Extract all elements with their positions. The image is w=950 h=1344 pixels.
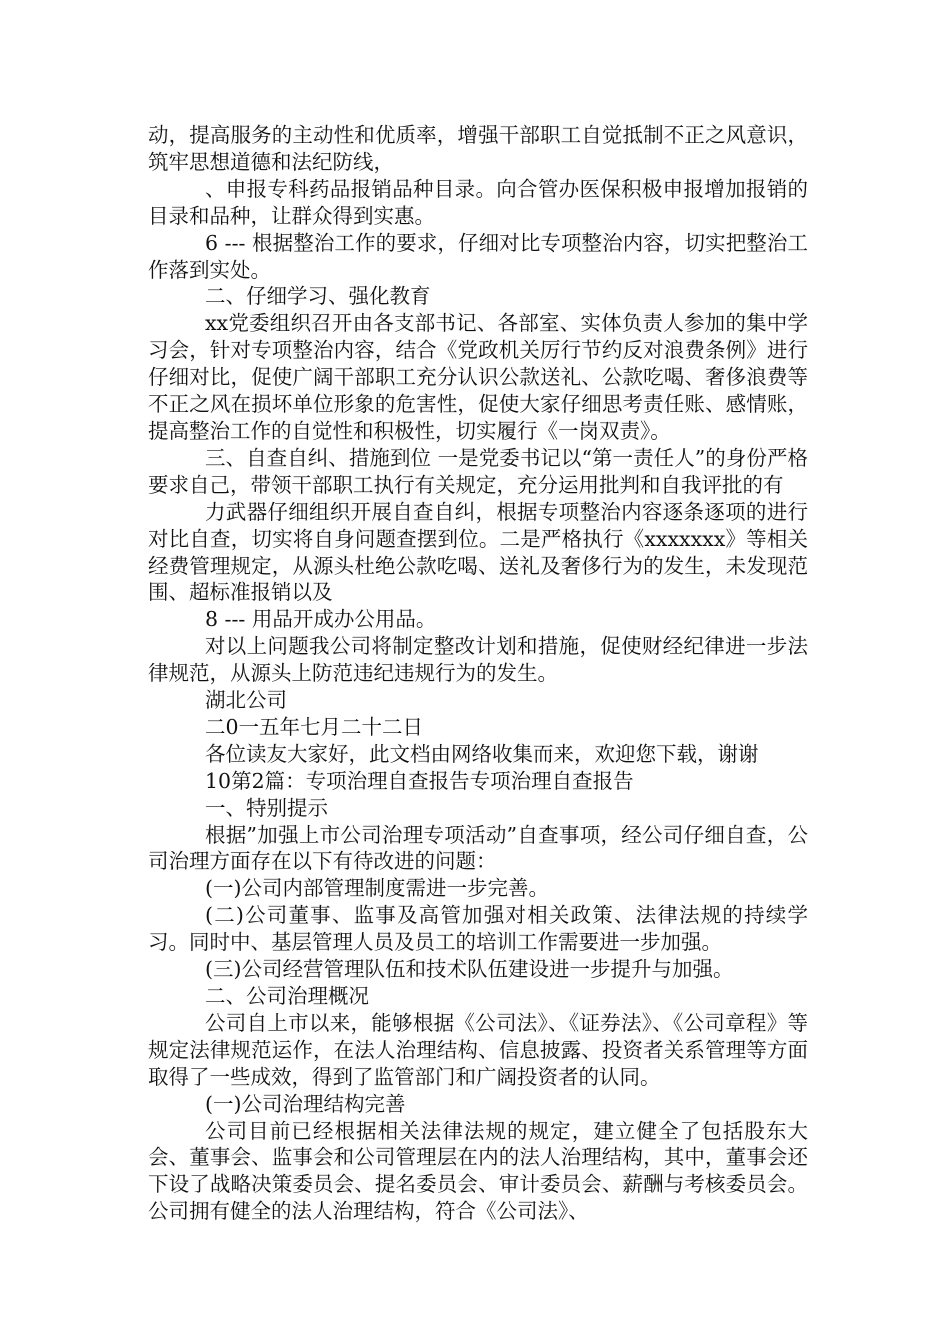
signature-company: 湖北公司: [205, 688, 287, 713]
paragraph: 对以上问题我公司将制定整改计划和措施，促使财经纪律进一步法律规范，从源头上防范违纪违规行为的发生。: [148, 634, 808, 686]
paragraph: 8 --- 用品开成办公用品。: [205, 607, 437, 632]
section-heading: 一、特别提示: [205, 795, 328, 820]
paragraph: 公司目前已经根据相关法律法规的规定，建立健全了包括股东大会、董事会、监事会和公司管理层在内的法人治理结构，其中，董事会还下设了战略决策委员会、提名委员会、审计委员会、薪酬与考核委员会。公司拥有健全的法人治理结构，符合《公司法》、: [148, 1118, 808, 1224]
paragraph: 根据”加强上市公司治理专项活动”自查事项，经公司仔细自查，公司治理方面存在以下有待改进的问题：: [148, 822, 808, 874]
download-notice: 各位读友大家好，此文档由网络收集而来，欢迎您下载，谢谢: [205, 741, 759, 766]
paragraph: 6 --- 根据整治工作的要求，仔细对比专项整治内容，切实把整治工作落到实处。: [148, 230, 808, 282]
list-item: (二)公司董事、监事及高管加强对相关政策、法律法规的持续学习。同时中、基层管理人员及员工的培训工作需要进一步加强。: [148, 903, 808, 955]
section-heading: 二、仔细学习、强化教育: [205, 284, 431, 309]
signature-date: 二0一五年七月二十二日: [205, 714, 424, 739]
paragraph: 公司自上市以来，能够根据《公司法》、《证券法》、《公司章程》等规定法律规范运作，在法人治理结构、信息披露、投资者关系管理等方面取得了一些成效，得到了监管部门和广阔投资者的认同。: [148, 1010, 808, 1089]
article-title: 10第2篇：专项治理自查报告专项治理自查报告: [205, 768, 634, 793]
paragraph: xx党委组织召开由各支部书记、各部室、实体负责人参加的集中学习会，针对专项整治内容，结合《党政机关厉行节约反对浪费条例》进行仔细对比，促使广阔干部职工充分认识公款送礼、公款吃喝、奢侈浪费等不正之风在损坏单位形象的危害性，促使大家仔细思考责任账、感情账，提高整治工作的自觉性和积极性，切实履行《一岗双责》。: [148, 311, 808, 443]
paragraph: 、申报专科药品报销品种目录。向合管办医保积极申报增加报销的目录和品种，让群众得到实惠。: [148, 176, 808, 228]
document-page: [148, 122, 808, 1225]
subsection-heading: (一)公司治理结构完善: [205, 1091, 406, 1116]
list-item: (一)公司内部管理制度需进一步完善。: [205, 876, 549, 901]
section-heading: 二、公司治理概况: [205, 984, 369, 1008]
list-item: (三)公司经营管理队伍和技术队伍建设进一步提升与加强。: [205, 957, 734, 982]
paragraph: 动，提高服务的主动性和优质率，增强干部职工自觉抵制不正之风意识，筑牢思想道德和法纪防线，: [148, 123, 808, 174]
paragraph: 力武器仔细组织开展自查自纠，根据专项整治内容逐条逐项的进行对比自查，切实将自身问题查摆到位。二是严格执行《xxxxxxx》等相关经费管理规定，从源头杜绝公款吃喝、送礼及奢侈行为的发生，未发现范围、超标准报销以及: [148, 499, 808, 605]
section-heading: 三、自查自纠、措施到位 一是党委书记以“第一责任人”的身份严格要求自己，带领干部职工执行有关规定，充分运用批判和自我评批的有: [148, 445, 808, 497]
